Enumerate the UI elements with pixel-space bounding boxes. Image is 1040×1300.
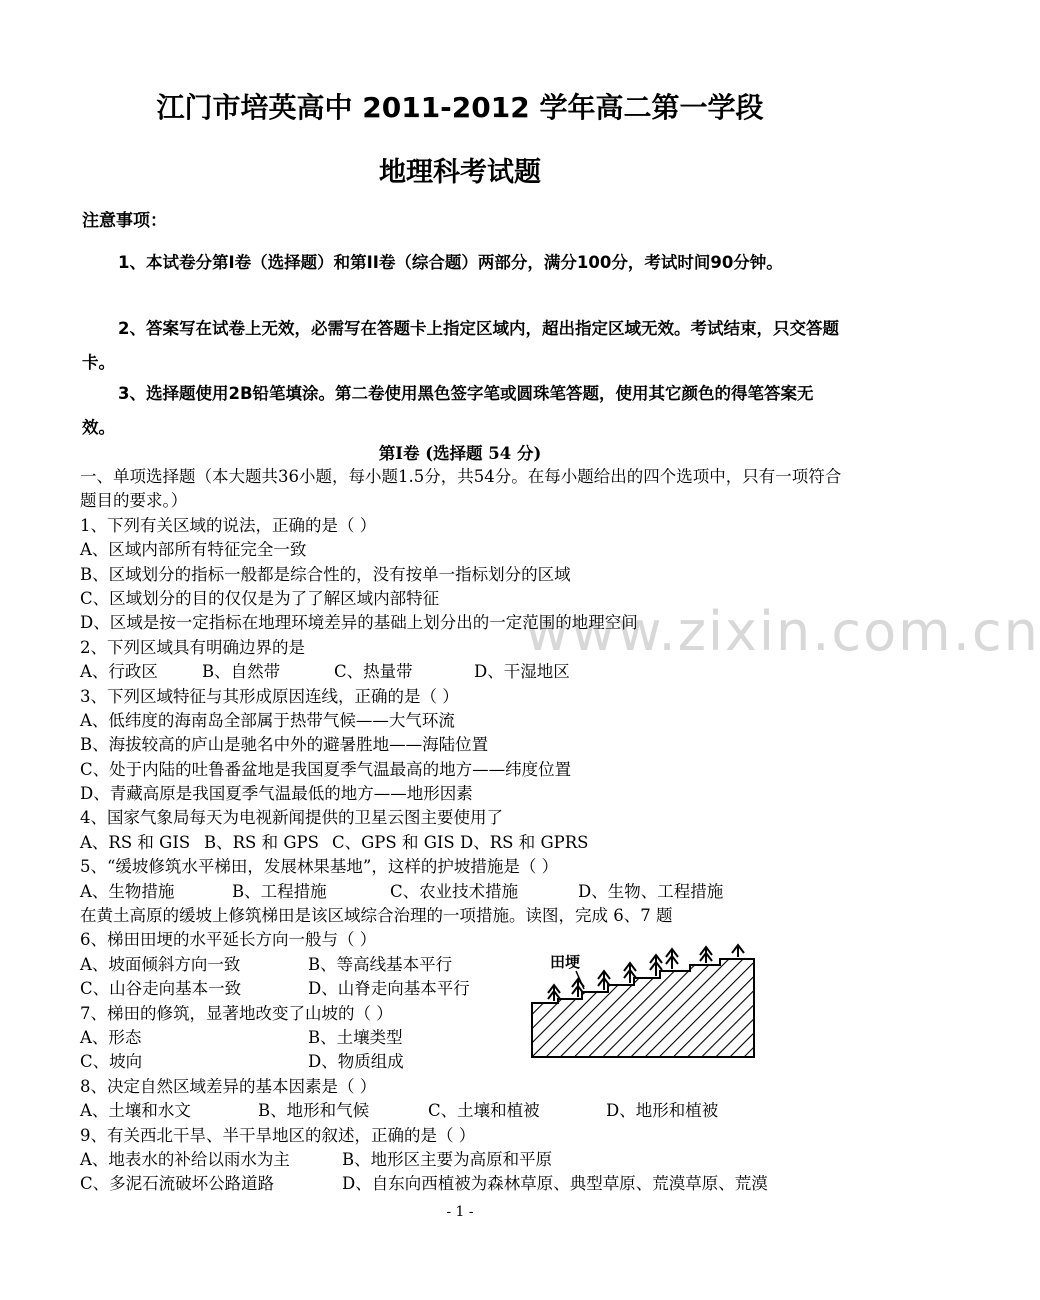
option-5d: D、生物、工程措施 — [578, 881, 724, 901]
option-3d: D、青藏高原是我国夏季气温最低的地方——地形因素 — [80, 784, 473, 804]
question-7: 7、梯田的修筑，显著地改变了山坡的（ ） — [80, 1003, 393, 1023]
option-4a: A、RS 和 GIS — [80, 832, 191, 852]
question-3: 3、下列区域特征与其形成原因连线，正确的是（ ） — [80, 686, 459, 706]
option-2b: B、自然带 — [202, 662, 281, 682]
option-8a: A、土壤和水文 — [80, 1101, 191, 1121]
option-6a: A、坡面倾斜方向一致 — [80, 954, 241, 974]
question-9: 9、有关西北干旱、半干旱地区的叙述，正确的是（ ） — [80, 1125, 476, 1145]
note-3 — [82, 377, 842, 445]
tree-icon — [732, 945, 744, 957]
terrace-figure — [530, 945, 760, 1060]
exam-title: 江门市培英高中 2011-2012 学年高二第一学段 — [156, 91, 764, 124]
option-1c: C、区域划分的目的仅仅是为了了解区域内部特征 — [80, 588, 440, 608]
note-2-text: 2、答案写在试卷上无效，必需写在答题卡上指定区域内，超出指定区域无效。考试结束，只交答题卡。 — [82, 319, 839, 372]
field-ridge-label: 田埂 — [550, 953, 581, 971]
question-6: 6、梯田田埂的水平延长方向一般与（ ） — [80, 930, 377, 950]
option-6b: B、等高线基本平行 — [308, 954, 453, 974]
notes-heading: 注意事项： — [82, 211, 167, 231]
option-5c: C、农业技术措施 — [390, 881, 519, 901]
options-8 — [80, 1099, 850, 1123]
option-5a: A、生物措施 — [80, 881, 175, 901]
option-9b: B、地形区主要为高原和平原 — [342, 1149, 553, 1169]
terrace-ground — [532, 959, 754, 1057]
option-7b: B、土壤类型 — [308, 1028, 403, 1047]
note-1-text: 1、本试卷分第Ⅰ卷（选择题）和第II卷（综合题）两部分，满分100分，考试时间90分钟。 — [118, 253, 783, 272]
options-4 — [80, 831, 850, 855]
option-8b: B、地形和气候 — [258, 1101, 370, 1121]
options-5 — [80, 880, 850, 904]
question-2: 2、下列区域具有明确边界的是 — [80, 637, 305, 657]
option-3c: C、处于内陆的吐鲁番盆地是我国夏季气温最高的地方——纬度位置 — [80, 759, 572, 779]
option-4c: C、GPS 和 GIS — [332, 832, 455, 852]
option-2d: D、干湿地区 — [474, 662, 570, 682]
option-6c: C、山谷走向基本一致 — [80, 979, 242, 999]
question-1: 1、下列有关区域的说法，正确的是（ ） — [80, 515, 377, 535]
option-7a: A、形态 — [80, 1028, 142, 1047]
note-1 — [82, 246, 842, 280]
option-3a: A、低纬度的海南岛全部属于热带气候——大气环流 — [80, 710, 455, 730]
exam-subtitle: 地理科考试题 — [379, 157, 541, 188]
question-4: 4、国家气象局每天为电视新闻提供的卫星云图主要使用了 — [80, 808, 503, 828]
note-2 — [82, 312, 842, 380]
question-8: 8、决定自然区域差异的基本因素是（ ） — [80, 1076, 377, 1096]
option-8c: C、土壤和植被 — [428, 1101, 540, 1121]
section-heading: 第Ⅰ卷 (选择题 54 分) — [378, 444, 542, 463]
note-3-text: 3、选择题使用2B铅笔填涂。第二卷使用黑色签字笔或圆珠笔答题，使用其它颜色的得笔答案无效。 — [82, 384, 814, 437]
option-6d: D、山脊走向基本平行 — [308, 979, 470, 999]
option-3b: B、海拔较高的庐山是驰名中外的避暑胜地——海陆位置 — [80, 735, 489, 755]
option-1a: A、区域内部所有特征完全一致 — [80, 540, 307, 560]
question-body — [80, 465, 850, 1197]
option-2c: C、热量带 — [334, 662, 413, 682]
intro-6-7: 在黄土高原的缓坡上修筑梯田是该区域综合治理的一项措施。读图，完成 6、7 题 — [80, 906, 673, 926]
tree-icon — [666, 949, 678, 969]
option-9c: C、多泥石流破坏公路道路 — [80, 1174, 275, 1194]
option-1b: B、区域划分的指标一般都是综合性的，没有按单一指标划分的区域 — [80, 564, 571, 584]
option-7d: D、物质组成 — [308, 1052, 404, 1072]
page-number: - 1 - — [446, 1204, 474, 1220]
instruction: 一、单项选择题（本大题共36小题，每小题1.5分，共54分。在每小题给出的四个选项中，只有一项符合题目的要求。） — [80, 467, 842, 511]
option-4b: B、RS 和 GPS — [204, 832, 319, 852]
option-8d: D、地形和植被 — [606, 1101, 719, 1121]
option-2a: A、行政区 — [80, 662, 158, 682]
option-5b: B、工程措施 — [232, 881, 327, 901]
watermark: www.zixin.com.cn — [525, 600, 1040, 663]
option-9d: D、自东向西植被为森林草原、典型草原、荒漠草原、荒漠 — [342, 1174, 768, 1194]
question-5: 5、“缓坡修筑水平梯田，发展林果基地”，这样的护坡措施是（ ） — [80, 857, 559, 877]
option-9a: A、地表水的补给以雨水为主 — [80, 1149, 290, 1169]
options-9-row2 — [80, 1172, 850, 1196]
option-1d: D、区域是按一定指标在地理环境差异的基础上划分出的一定范围的地理空间 — [80, 613, 638, 633]
tree-icon — [700, 947, 712, 963]
option-4d: D、RS 和 GPRS — [460, 832, 589, 852]
options-9-row1 — [80, 1148, 850, 1172]
option-7c: C、坡向 — [80, 1052, 143, 1072]
options-2 — [80, 660, 850, 684]
